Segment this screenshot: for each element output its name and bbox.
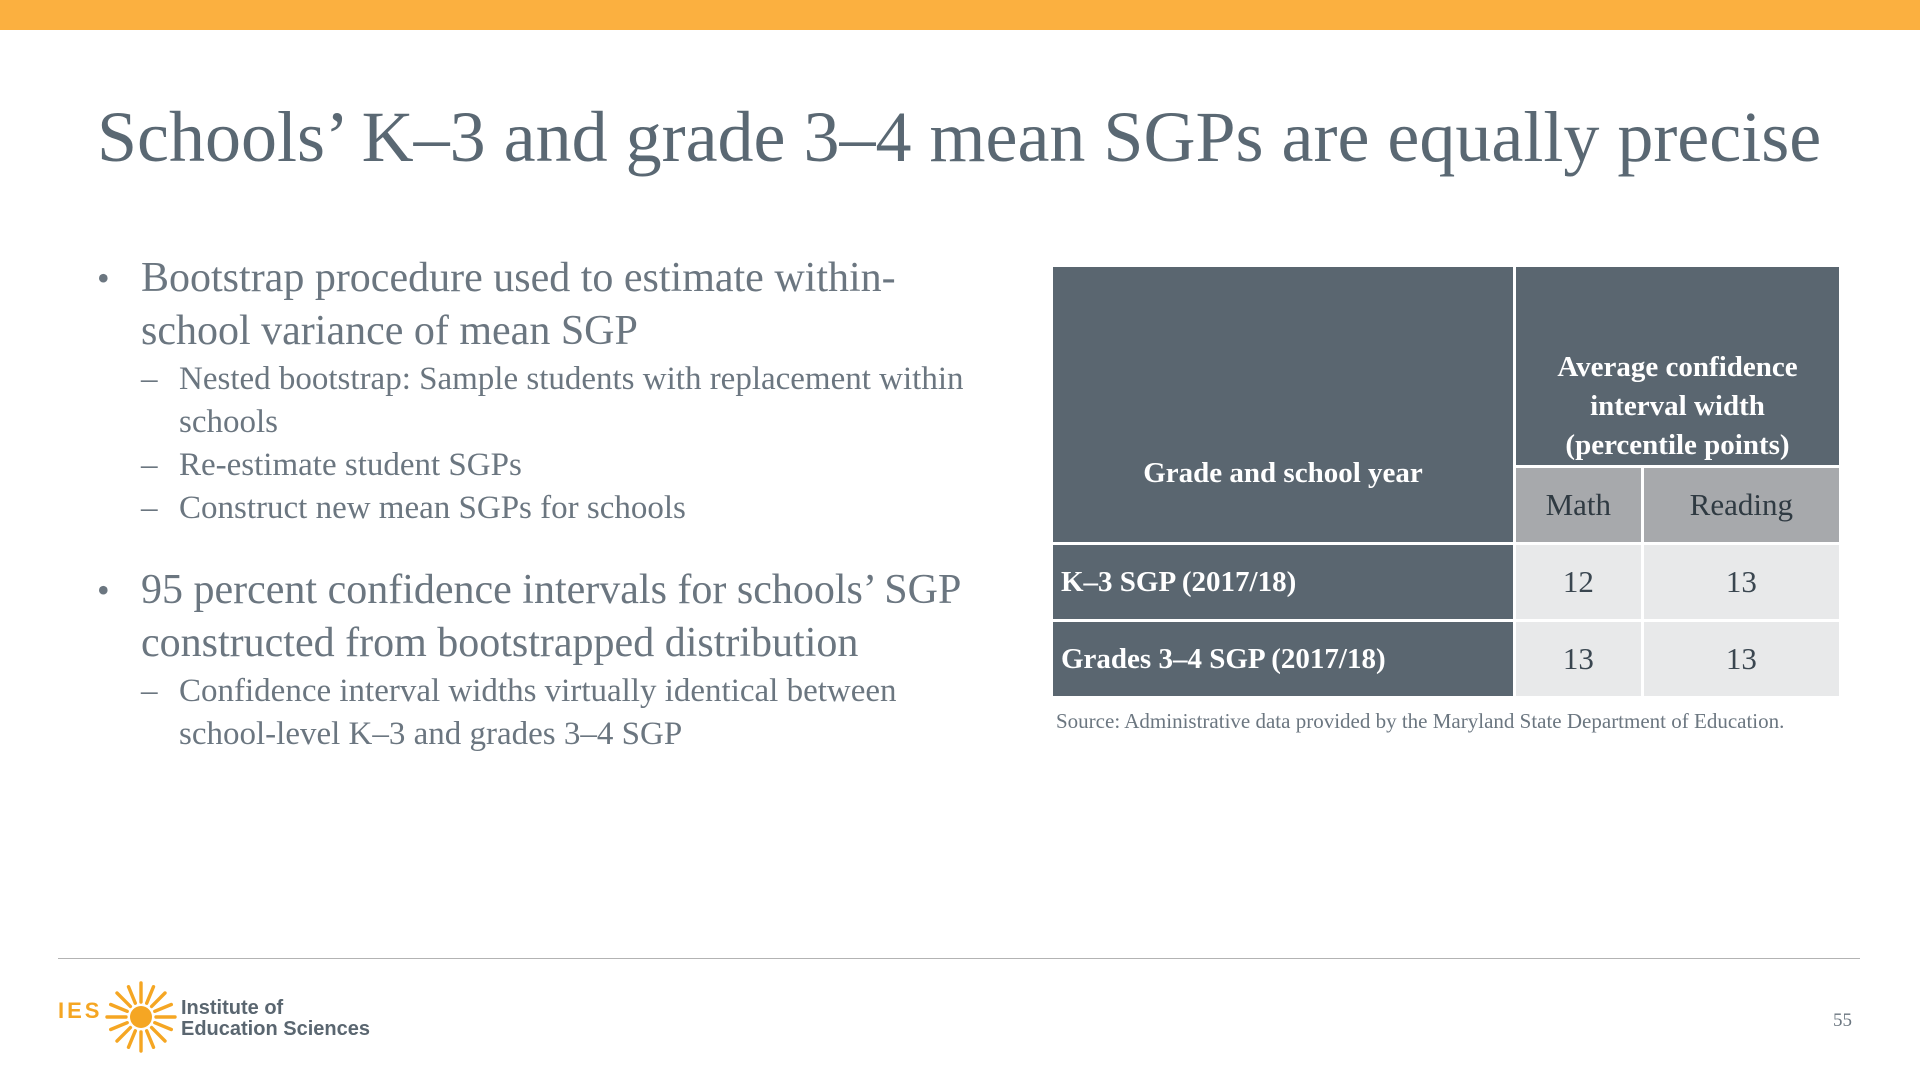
ci-width-table-container: [1050, 264, 1842, 735]
sub-item-text: Nested bootstrap: Sample students with replacement within schools: [179, 361, 964, 440]
sub-item: [97, 670, 997, 756]
bullet-text: Bootstrap procedure used to estimate within-school variance of mean SGP: [141, 255, 896, 354]
sunburst-icon: [104, 980, 178, 1054]
logo-line-1: Institute of: [181, 997, 284, 1019]
page-number: 55: [1833, 1010, 1852, 1031]
bullet-item: [97, 564, 997, 756]
bullet-dot: •: [97, 570, 110, 610]
row-header-label: Grade and school year: [1143, 457, 1423, 489]
row-header-cell: [1052, 266, 1515, 544]
column-header-reading: Reading: [1642, 467, 1840, 544]
table-header-row: [1052, 266, 1841, 467]
ies-logo: [58, 980, 378, 1054]
row-label: Grades 3–4 SGP (2017/18): [1052, 621, 1515, 698]
bullet-list: [97, 252, 997, 790]
ci-width-table: [1050, 264, 1842, 699]
sub-dash: –: [141, 361, 158, 397]
table-source-note: Source: Administrative data provided by the Maryland State Department of Education.: [1056, 709, 1785, 733]
row-label: K–3 SGP (2017/18): [1052, 544, 1515, 621]
table-cell: 13: [1642, 544, 1840, 621]
bullet-text: 95 percent confidence intervals for schools’ SGP constructed from bootstrapped distribution: [141, 567, 960, 666]
top-accent-bar: [0, 0, 1920, 30]
sub-dash: –: [141, 673, 158, 709]
table-cell: 12: [1515, 544, 1643, 621]
column-header-math: Math: [1515, 467, 1643, 544]
table-cell: 13: [1515, 621, 1643, 698]
sub-item: [97, 487, 997, 530]
logo-line-2: Education Sciences: [181, 1018, 370, 1040]
sub-dash: –: [141, 490, 158, 526]
bullet-item: [97, 252, 997, 530]
table-cell: 13: [1642, 621, 1840, 698]
logo-wordmark: [181, 998, 370, 1040]
sub-item: [97, 358, 997, 444]
slide-title: Schools’ K–3 and grade 3–4 mean SGPs are equally precise: [97, 97, 1822, 177]
table-row: [1052, 621, 1841, 698]
sub-item: [97, 444, 997, 487]
logo-acronym: IES: [58, 998, 103, 1023]
table-row: [1052, 544, 1841, 621]
sub-item-text: Confidence interval widths virtually identical between school-level K–3 and grades 3–4 SGP: [179, 673, 897, 752]
sub-dash: –: [141, 447, 158, 483]
group-header-cell: [1515, 266, 1841, 467]
sub-list: [97, 358, 997, 530]
sub-item-text: Re-estimate student SGPs: [179, 447, 522, 483]
sub-list: [97, 670, 997, 756]
group-header-label: Average confidence interval width (percentile points): [1557, 351, 1798, 461]
bullet-dot: •: [97, 258, 110, 298]
sub-item-text: Construct new mean SGPs for schools: [179, 490, 686, 526]
footer-divider: [58, 958, 1860, 959]
